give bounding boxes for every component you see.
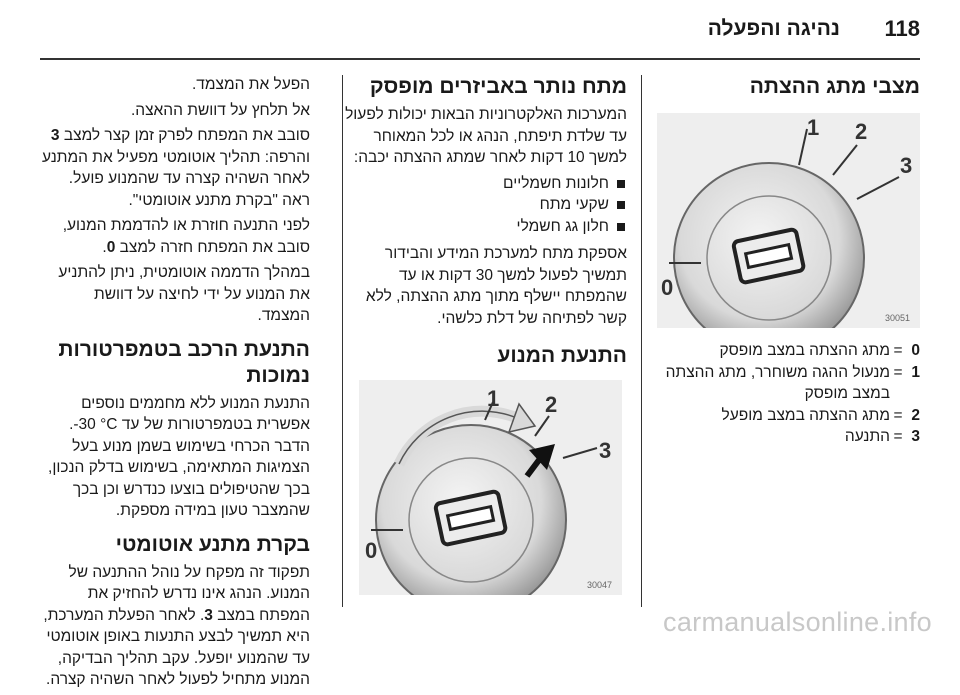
section-title: נהיגה והפעלה xyxy=(707,17,840,40)
position-label-1: 1 xyxy=(807,115,820,140)
site-watermark: carmanualsonline.info xyxy=(663,607,932,637)
text-run: התנעת המנוע ללא מחממים נוספים אפשרית בטמפרטורות של עד xyxy=(81,394,310,433)
figure-code: 30051 xyxy=(885,313,911,323)
autostop-restart-text: במהלך הדממה אוטומטית, ניתן להתניע את המנוע על ידי לחיצה על דוושת המצמד. xyxy=(58,264,310,324)
legend-row xyxy=(642,362,920,405)
engine-start-heading: התנעת המנוע xyxy=(497,344,627,367)
position-label-0: 0 xyxy=(661,275,674,300)
figure-code: 30047 xyxy=(587,580,613,590)
accessory-power-heading: מתח נותר באביזרים מופסק xyxy=(369,75,627,98)
list-item: שקעי מתח xyxy=(337,194,627,216)
legend-text: התנעה xyxy=(844,428,890,445)
middle-column xyxy=(337,74,627,373)
position-number: 3 xyxy=(50,127,60,144)
position-number: 3 xyxy=(204,606,213,624)
legend-row xyxy=(642,426,920,448)
legend-row xyxy=(642,340,920,362)
step-clutch: הפעל את המצמד. xyxy=(191,76,310,93)
cold-start-heading: התנעת הרכב בטמפרטורות נמוכות xyxy=(58,337,310,387)
position-label-2: 2 xyxy=(545,392,558,417)
text-run: תפקוד זה מפקח על נוהל ההתנעה של המנוע. הנהג אינו נדרש להחזיק את המפתח במצב xyxy=(68,563,310,624)
legend-key: 0 xyxy=(911,342,920,359)
infotainment-power-text: אספקת מתח למערכת המידע והבידור תמשיך לפעול למשך 30 דקות או עד שהמפתח יישלף מתוך מתג ההצתה, ללא קשר לפתיחה של דלת כלשהי. xyxy=(365,245,627,327)
text-run: סובב את המפתח לפרק זמן קצר למצב xyxy=(59,127,310,144)
legend-key: 1 xyxy=(911,363,920,381)
position-number: 0 xyxy=(106,238,116,256)
list-item: חלון גג חשמלי xyxy=(337,216,627,238)
step-accelerator: אל תלחץ על דוושת ההאצה. xyxy=(130,101,310,119)
starter-control-heading: בקרת מתנע אוטומטי xyxy=(115,532,310,556)
legend-text: מתג ההצתה במצב מופעל xyxy=(721,406,890,424)
legend-equals: = xyxy=(893,428,903,445)
position-label-1: 1 xyxy=(487,386,500,411)
left-column xyxy=(40,74,310,695)
legend-key: 3 xyxy=(911,428,920,445)
position-label-0: 0 xyxy=(365,538,378,563)
engine-start-figure xyxy=(359,380,622,595)
legend-equals: = xyxy=(893,363,903,381)
header-divider xyxy=(40,58,920,60)
legend-equals: = xyxy=(893,342,903,359)
legend-equals: = xyxy=(893,406,903,424)
text-run: לפני התנעה חוזרת או להדממת המנוע, סובב את המפתח חזרה למצב xyxy=(62,217,310,256)
ignition-positions-heading: מצבי מתג ההצתה xyxy=(749,75,920,98)
text-run: . הדבר הכרחי בשימוש בשמן מנוע בעל הצמיגות המתאימה, בשימוש בדלק הנכון, בכך שהטיפולים בוצעו כנדרש וכן בכך שהמצבר טעון במידה מספקת. xyxy=(48,416,310,519)
step-turn-key xyxy=(40,125,310,211)
position-label-3: 3 xyxy=(599,438,612,463)
starter-control-text xyxy=(40,562,310,691)
legend-key: 2 xyxy=(911,406,920,424)
text-run: . לאחר הפעלת המערכת, היא תמשיך לבצע התנעות באופן אוטומטי עד שהמנוע יופעל. עקב תהליך הבדיקה, המנוע מתחיל לפעול לאחר השהיה קצרה. xyxy=(43,606,310,688)
legend-text: מנעול ההגה משוחרר, מתג ההצתה במצב מופסק xyxy=(665,363,890,402)
page-number: 118 xyxy=(884,16,920,41)
position-label-2: 2 xyxy=(855,119,868,144)
accessory-power-text: המערכות האלקטרוניות הבאות יכולות לפעול עד שלדת תיפתח, הנהג או לכל המאוחר למשך 10 דקות לאחר שמתג ההצתה יכבה: xyxy=(345,106,627,166)
temperature-value: -30 °C xyxy=(73,416,118,433)
step-restart xyxy=(40,215,310,258)
legend-text: מתג ההצתה במצב מופסק xyxy=(719,342,890,359)
list-item: חלונות חשמליים xyxy=(337,173,627,195)
accessory-list xyxy=(337,173,627,238)
ignition-legend xyxy=(642,340,920,448)
position-label-3: 3 xyxy=(900,153,913,178)
text-run: . xyxy=(102,238,107,256)
legend-row xyxy=(642,405,920,427)
text-run: והרפה: תהליך אוטומטי מפעיל את המתנע לאחר השהיה קצרה עד שהמנוע פועל. xyxy=(42,148,310,187)
ignition-switch-figure xyxy=(657,113,920,328)
cross-reference: ראה "בקרת מתנע אוטומטי". xyxy=(128,191,310,209)
cold-start-text xyxy=(40,393,310,522)
